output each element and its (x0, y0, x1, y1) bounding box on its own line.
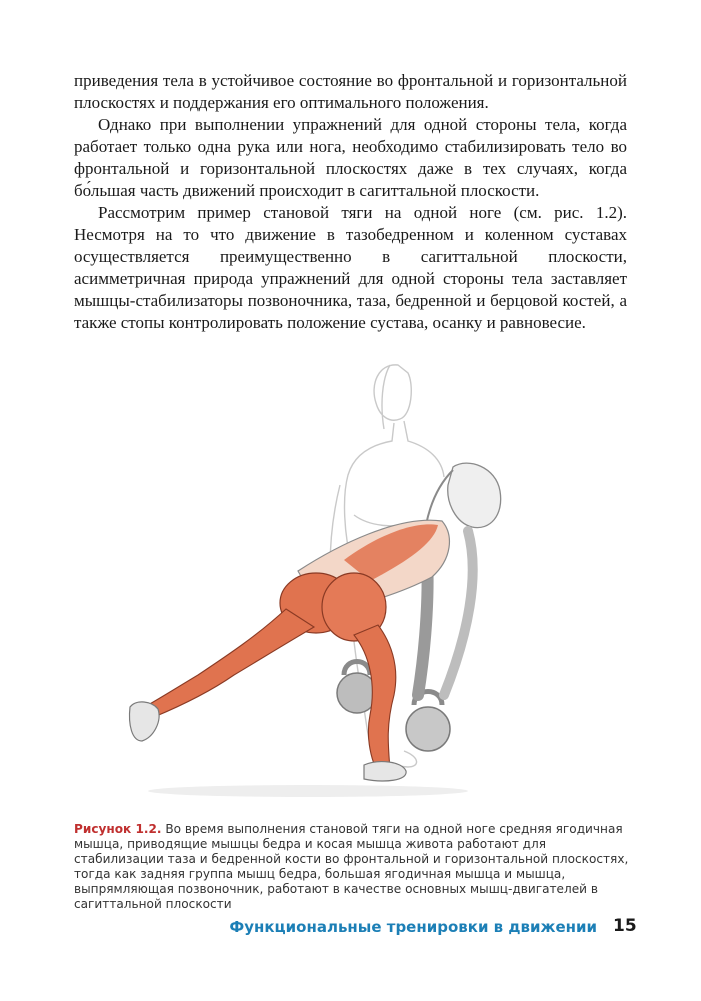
body-text (74, 70, 627, 334)
single-leg-deadlift-illustration (108, 345, 528, 815)
running-footer-title: Функциональные тренировки в движении (229, 918, 597, 936)
caption-text: Во время выполнения становой тяги на одной ноге средняя ягодичная мышца, приводящие мышцы бедра и косая мышца живота работают для стабилизации таза и бедренной кости во фронтальной и горизонтальной плоскостях, тогда как задняя группа мышц бедра, большая ягодичная мышца и мышца, выпрямляющая позвоночник, работают в качестве основных мышц-двигателей в сагиттальной плоскости (74, 822, 629, 911)
paragraph-2: Однако при выполнении упражнений для одной стороны тела, когда работает только одна рука или нога, необходимо стабилизировать тело во фронтальной и горизонтальной плоскостях даже в тех случаях, когда бо́льшая часть движений происходит в сагиттальной плоскости. (74, 115, 627, 200)
ground-shadow (148, 785, 468, 797)
kettlebell-right (406, 692, 450, 752)
page-footer (0, 918, 701, 942)
figure-caption (74, 822, 629, 912)
caption-label: Рисунок 1.2. (74, 822, 162, 836)
paragraph-1: приведения тела в устойчивое состояние во фронтальной и горизонтальной плоскостях и поддержания его оптимального положения. (74, 71, 627, 112)
figure-illustration (108, 345, 528, 815)
paragraph-3: Рассмотрим пример становой тяги на одной ноге (см. рис. 1.2). Несмотря на то что движение в тазобедренном и коленном суставах осуществляется преимущественно в сагиттальной плоскости, асимметричная природа упражнений для одной стороны тела заставляет мышцы-стабилизаторы позвоночника, таза, бедренной и берцовой костей, а также стопы контролировать положение сустава, осанку и равновесие. (74, 203, 627, 332)
page-number: 15 (613, 916, 637, 936)
